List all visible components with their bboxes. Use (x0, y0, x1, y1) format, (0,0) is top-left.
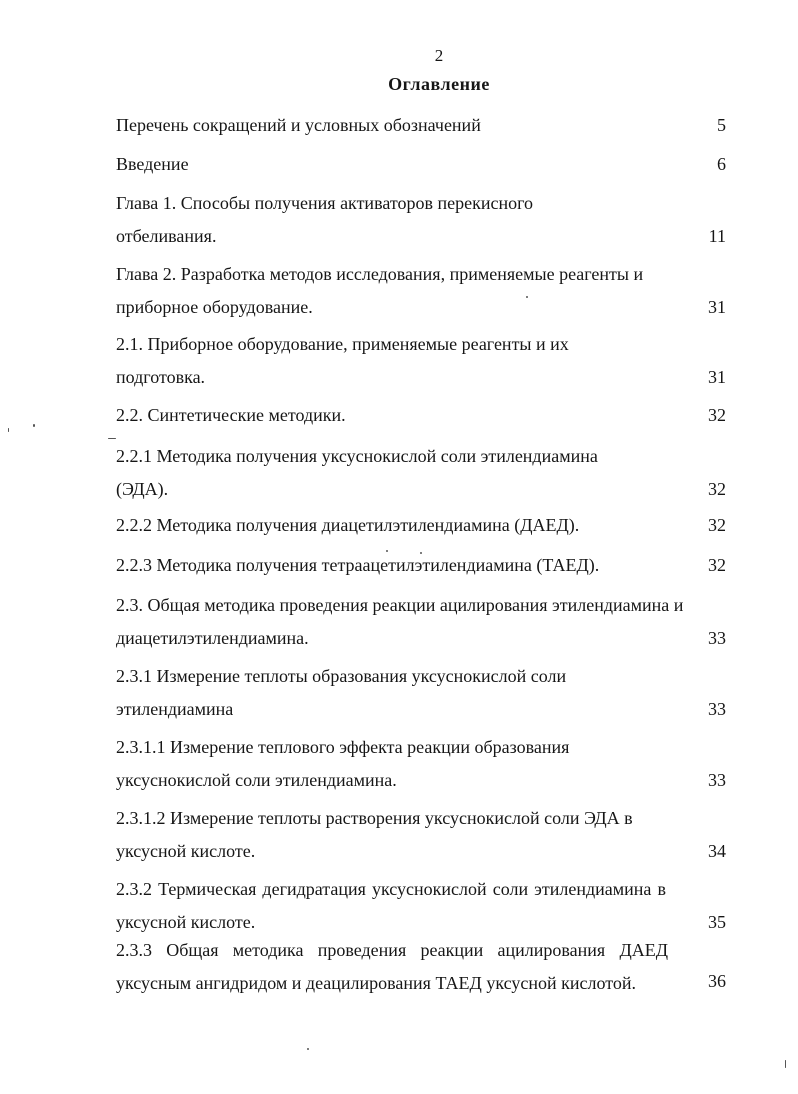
toc-entry-title: 2.1. Приборное оборудование, применяемые реагенты и их подготовка. (116, 334, 569, 387)
toc-title: Оглавление (388, 74, 490, 94)
toc-entry-title: 2.3. Общая методика проведения реакции ацилирования этилендиамина и диацетилэтилендиамина. (116, 595, 684, 648)
toc-entry[interactable] (116, 509, 726, 542)
toc-entry-title: 2.3.3 Общая методика проведения реакции ацилирования ДАЕД уксусным ангидридом и деацилирования ТАЕД уксусной кислотой. (116, 940, 668, 993)
scan-speck (420, 552, 422, 554)
scan-speck (33, 424, 35, 427)
toc-entry-title: 2.3.1.1 Измерение теплового эффекта реакции образования уксуснокислой соли этилендиамина. (116, 737, 570, 790)
toc-entry[interactable] (116, 399, 726, 432)
toc-entry-title: Введение (116, 154, 189, 174)
toc-entry-page: 33 (708, 770, 726, 790)
toc-entry[interactable] (116, 660, 726, 726)
scan-speck (8, 428, 9, 432)
toc-entry-page: 33 (708, 628, 726, 648)
toc-entry-page: 36 (708, 971, 726, 991)
toc-entry-title: Глава 2. Разработка методов исследования, применяемые реагенты и приборное оборудование. (116, 264, 644, 317)
scan-speck (386, 550, 388, 552)
toc-entry-title: 2.3.1 Измерение теплоты образования уксуснокислой соли этилендиамина (116, 666, 567, 719)
scan-speck (526, 296, 528, 298)
toc-entry-title: 2.3.1.2 Измерение теплоты растворения уксуснокислой соли ЭДА в уксусной кислоте. (116, 808, 633, 861)
toc-entry[interactable] (116, 802, 726, 868)
toc-entry-page: 5 (717, 115, 726, 135)
toc-entry-page: 32 (708, 405, 726, 425)
toc-entry-page: 33 (708, 699, 726, 719)
scan-speck (307, 1048, 309, 1050)
toc-entry-title: 2.2.2 Методика получения диацетилэтилендиамина (ДАЕД). (116, 515, 580, 535)
toc-entry-page: 32 (708, 515, 726, 535)
toc-entry[interactable] (116, 109, 726, 142)
toc-entry-page: 32 (708, 479, 726, 499)
toc-entry[interactable] (116, 589, 726, 655)
toc-entry-title: 2.3.2 Термическая дегидратация уксуснокислой соли этилендиамина в уксусной кислоте. (116, 879, 666, 932)
toc-entry[interactable] (116, 440, 726, 506)
page-number: 2 (434, 46, 444, 65)
toc-entry[interactable] (116, 258, 726, 324)
toc-entry-title: 2.2. Синтетические методики. (116, 405, 346, 425)
toc-entry[interactable] (116, 934, 726, 1000)
toc-entry-page: 34 (708, 841, 726, 861)
toc-entry-page: 32 (708, 555, 726, 575)
toc-entry[interactable] (116, 731, 726, 797)
toc-entry-title: 2.2.1 Методика получения уксуснокислой соли этилендиамина (ЭДА). (116, 446, 598, 499)
scan-speck (785, 1060, 786, 1068)
toc-entry-page: 31 (708, 367, 726, 387)
toc-entry-page: 6 (717, 154, 726, 174)
toc-entry[interactable] (116, 328, 726, 394)
toc-entry-title: 2.2.3 Методика получения тетраацетилэтилендиамина (ТАЕД). (116, 555, 600, 575)
toc-entry-page: 31 (708, 297, 726, 317)
toc-entry-title: Перечень сокращений и условных обозначений (116, 115, 481, 135)
scan-speck (108, 438, 116, 439)
toc-entry[interactable] (116, 148, 726, 181)
toc-entry-title: Глава 1. Способы получения активаторов перекисного отбеливания. (116, 193, 534, 246)
toc-entry[interactable] (116, 187, 726, 253)
toc-entry-page: 11 (708, 226, 726, 246)
toc-entry[interactable] (116, 873, 726, 939)
toc-entry-page: 35 (708, 912, 726, 932)
